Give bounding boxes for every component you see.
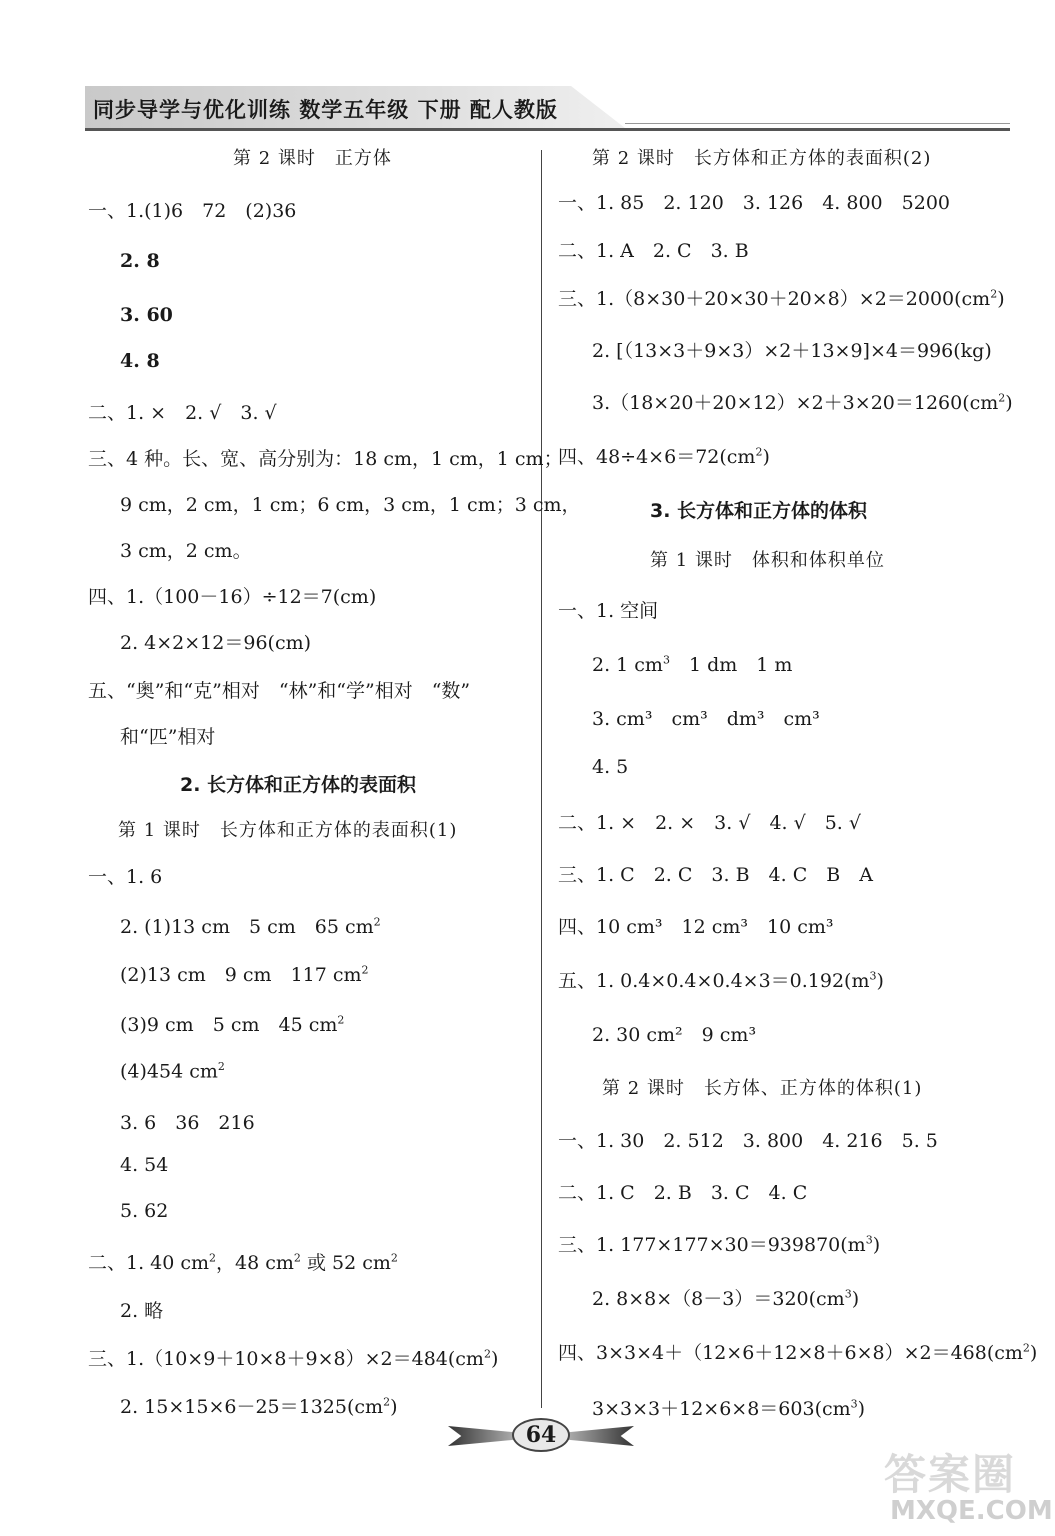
section-title: 2. 长方体和正方体的表面积 xyxy=(180,774,417,796)
answer-line: 四、10 cm³ 12 cm³ 10 cm³ xyxy=(558,916,834,938)
lesson-heading: 第 2 课时 长方体和正方体的表面积(2) xyxy=(592,148,932,169)
answer-line: 5. 62 xyxy=(120,1200,169,1222)
answer-line: 4. 54 xyxy=(120,1154,169,1176)
answer-line: 4. 8 xyxy=(120,350,160,372)
answer-line: 2. $15\times 15\times 6-25=1325(cm^2)$ xyxy=(120,1395,398,1418)
answer-line: 2. $8\times 8\times(8-3)=320(cm^3)$ xyxy=(592,1287,860,1310)
answer-line: 四、1.（100－16）÷12＝7(cm) xyxy=(88,586,377,608)
lesson-heading: 第 1 课时 体积和体积单位 xyxy=(650,550,885,571)
answer-line: 2. 8 xyxy=(120,250,160,272)
watermark-logo xyxy=(880,1438,1053,1530)
watermark-url: MXQE.COM xyxy=(890,1496,1053,1526)
answer-line: $3\times 3\times 3+12\times 6\times 8=603(cm^3)$ xyxy=(592,1397,866,1420)
answer-line: 二、1. A 2. C 3. B xyxy=(558,240,749,262)
answer-line: 3. 60 xyxy=(120,304,173,326)
left-wing-ornament xyxy=(448,1426,522,1446)
lesson-heading: 第 1 课时 长方体和正方体的表面积(1) xyxy=(118,820,458,841)
page-header xyxy=(85,86,1010,130)
answer-line: 一、1. 30 2. 512 3. 800 4. 216 5. 5 xyxy=(558,1130,938,1152)
header-rule xyxy=(85,128,1010,131)
header-thin-rule xyxy=(625,123,1010,124)
answer-line: 三、$1.(8\times 30+20\times 30+20\times 8)\times 2=2000(cm^2)$ xyxy=(558,287,1005,310)
answer-line: 2. 略 xyxy=(120,1300,164,1322)
answer-line: 3. 6 36 216 xyxy=(120,1112,255,1134)
answer-line: 一、1. 6 xyxy=(88,866,163,888)
answer-line: 二、1. 40 $cm^2$，48 $cm^2$ 或 52 $cm^2$ xyxy=(88,1251,398,1274)
answer-line: 五、“奥”和“克”相对 “林”和“学”相对 “数” xyxy=(88,680,471,702)
answer-line: 四、$3\times 3\times 4+(12\times 6+12\times 8+6\times 8)\times 2=468(cm^2)$ xyxy=(558,1341,1038,1364)
answer-line: 3. cm³ cm³ dm³ cm³ xyxy=(592,708,820,730)
answer-line: 和“匹”相对 xyxy=(120,726,216,748)
answer-line: (2)13 cm 9 cm 117 $cm^2$ xyxy=(120,963,369,986)
page-number-badge xyxy=(448,1418,634,1454)
answer-line: 五、1. $0.4\times 0.4\times 0.4\times 3=0.192(m^3)$ xyxy=(558,969,884,992)
answer-line: 三、$1.(10\times 9+10\times 8+9\times 8)\times 2=484(cm^2)$ xyxy=(88,1347,499,1370)
section-title: 3. 长方体和正方体的体积 xyxy=(650,500,868,522)
answer-line: 一、1. 85 2. 120 3. 126 4. 800 5200 xyxy=(558,192,950,214)
answer-line: 2. 4×2×12＝96(cm) xyxy=(120,632,312,654)
page-number: 64 xyxy=(512,1418,570,1452)
watermark-text: 答案圈 xyxy=(884,1450,1017,1499)
answer-line: 2. 1 $cm^3$ 1 dm 1 m xyxy=(592,653,793,676)
answer-line: 四、$48\div 4\times 6=72(cm^2)$ xyxy=(558,445,770,468)
answer-line: 3 cm，2 cm。 xyxy=(120,540,252,562)
answer-line: 一、1.(1)6 72 (2)36 xyxy=(88,200,297,222)
book-title: 同步导学与优化训练 数学五年级 下册 配人教版 xyxy=(93,98,558,122)
column-divider xyxy=(541,150,542,1408)
lesson-heading: 第 2 课时 长方体、正方体的体积(1) xyxy=(602,1078,923,1099)
answer-line: $3.(18\times 20+20\times 12)\times 2+3\times 20=1260(cm^2)$ xyxy=(592,391,1013,414)
answer-line: 三、1. $177\times 177\times 30=939870(m^3)$ xyxy=(558,1233,881,1256)
answer-line: 二、1. × 2. √ 3. √ xyxy=(88,402,277,424)
answer-line: 三、4 种。长、宽、高分别为：18 cm，1 cm，1 cm； xyxy=(88,448,563,470)
answer-line: 二、1. × 2. × 3. √ 4. √ 5. √ xyxy=(558,812,861,834)
lesson-heading: 第 2 课时 正方体 xyxy=(233,148,392,169)
answer-line: 2. [（13×3＋9×3）×2＋13×9]×4＝996(kg) xyxy=(592,340,992,362)
right-wing-ornament xyxy=(560,1426,634,1446)
answer-line: 2. (1)13 cm 5 cm 65 $cm^2$ xyxy=(120,915,381,938)
answer-line: 4. 5 xyxy=(592,756,629,778)
answer-line: (4)454 $cm^2$ xyxy=(120,1060,225,1083)
answer-line: 三、1. C 2. C 3. B 4. C B A xyxy=(558,864,873,886)
answer-line: 二、1. C 2. B 3. C 4. C xyxy=(558,1182,808,1204)
answer-line: 9 cm，2 cm，1 cm；6 cm，3 cm，1 cm；3 cm， xyxy=(120,494,581,516)
answer-line: 一、1. 空间 xyxy=(558,600,659,622)
answer-line: (3)9 cm 5 cm 45 $cm^2$ xyxy=(120,1013,345,1036)
answer-line: 2. 30 cm² 9 cm³ xyxy=(592,1024,757,1046)
